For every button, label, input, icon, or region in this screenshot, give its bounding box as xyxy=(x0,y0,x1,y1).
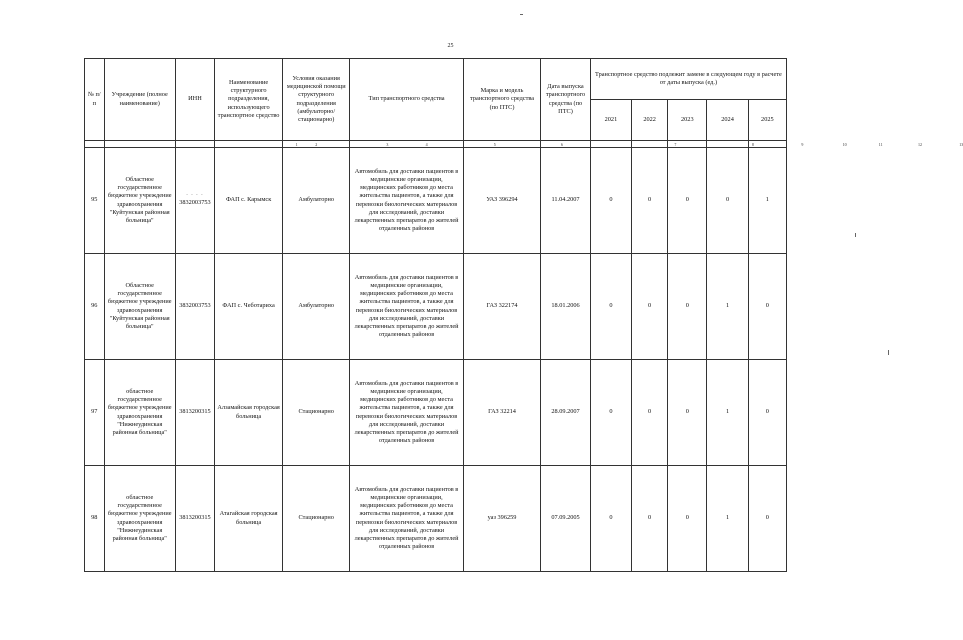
column-number: 5 xyxy=(283,141,350,148)
column-number: 11 xyxy=(668,141,707,148)
header-brand-model: Марка и модель транспортного средства (по ПТС) xyxy=(463,59,540,141)
cell-inn: 3832003753 xyxy=(175,254,214,360)
cell-2024: 1 xyxy=(707,466,748,572)
cell-conditions: Амбулаторно xyxy=(283,254,350,360)
cell-vehicle-type: Автомобиль для доставки пациентов в медицинские организации, медицинских работников до места жительства пациентов, а также для перевозки биологических материалов для исследований, доставки лекарственных препаратов до жителей отдаленных районов xyxy=(350,466,464,572)
cell-num: 98 xyxy=(85,466,105,572)
table-row xyxy=(85,466,787,572)
vehicle-replacement-table xyxy=(84,58,963,572)
header-conditions: Условия оказания медицинской помощи структурного подразделения (амбулаторно/ стационарно) xyxy=(283,59,350,141)
column-number: 1 xyxy=(85,141,105,148)
cell-release-date: 18.01.2006 xyxy=(541,254,591,360)
cell-num: 96 xyxy=(85,254,105,360)
header-year-2022: 2022 xyxy=(632,100,668,141)
cell-brand-model: ГАЗ 32214 xyxy=(463,360,540,466)
cell-institution: областное государственное бюджетное учреждение здравоохранения "Нижнеудинская районная больница" xyxy=(104,360,175,466)
cell-2024: 0 xyxy=(707,148,748,254)
cell-inn: 3813200315 xyxy=(175,466,214,572)
header-year-2025: 2025 xyxy=(748,100,786,141)
cell-inn-value: 3832003753 xyxy=(179,199,211,207)
column-number: 13 xyxy=(748,141,786,148)
cell-2021: 0 xyxy=(590,254,631,360)
cell-conditions: Стационарно xyxy=(283,360,350,466)
cell-conditions: Амбулаторно xyxy=(283,148,350,254)
cell-inn xyxy=(175,148,214,254)
scan-mark xyxy=(520,14,523,15)
cell-conditions: Стационарно xyxy=(283,466,350,572)
cell-2024: 1 xyxy=(707,360,748,466)
column-number: 10 xyxy=(632,141,668,148)
cell-brand-model: УАЗ 396294 xyxy=(463,148,540,254)
cell-institution: Областное государственное бюджетное учреждение здравоохранения "Куйтунская районная больница" xyxy=(104,148,175,254)
scan-mark xyxy=(855,233,856,237)
cell-release-date: 28.09.2007 xyxy=(541,360,591,466)
cell-subdivision: Атагайская городская больница xyxy=(215,466,283,572)
cell-num: 95 xyxy=(85,148,105,254)
header-release-date: Дата выпуска транспортного средства (по ПТС) xyxy=(541,59,591,141)
cell-2024: 1 xyxy=(707,254,748,360)
cell-2021: 0 xyxy=(590,466,631,572)
cell-2025: 1 xyxy=(748,148,786,254)
cell-2023: 0 xyxy=(668,148,707,254)
cell-2021: 0 xyxy=(590,360,631,466)
cell-2022: 0 xyxy=(632,148,668,254)
header-year-2024: 2024 xyxy=(707,100,748,141)
cell-2025: 0 xyxy=(748,466,786,572)
page-number: 25 xyxy=(447,43,454,49)
cell-vehicle-type: Автомобиль для доставки пациентов в медицинские организации, медицинских работников до места жительства пациентов, а также для перевозки биологических материалов для исследований, доставки лекарственных препаратов до жителей отдаленных районов xyxy=(350,148,464,254)
header-replacement-group: Транспортное средство подлежит замене в следующем году в расчете от даты выпуска (ед.) xyxy=(590,59,786,100)
cell-2023: 0 xyxy=(668,254,707,360)
cell-brand-model: уаз 396259 xyxy=(463,466,540,572)
cell-institution: Областное государственное бюджетное учреждение здравоохранения "Куйтунская районная больница" xyxy=(104,254,175,360)
header-institution: Учреждение (полное наименование) xyxy=(104,59,175,141)
cell-vehicle-type: Автомобиль для доставки пациентов в медицинские организации, медицинских работников до места жительства пациентов, а также для перевозки биологических материалов для исследований, доставки лекарственных препаратов до жителей отдаленных районов xyxy=(350,360,464,466)
header-num: № п/п xyxy=(85,59,105,141)
cell-inn: 3813200315 xyxy=(175,360,214,466)
cell-subdivision: ФАП с. Чеботариха xyxy=(215,254,283,360)
cell-release-date: 07.09.2005 xyxy=(541,466,591,572)
header-year-2023: 2023 xyxy=(668,100,707,141)
cell-num: 97 xyxy=(85,360,105,466)
column-number: 3 xyxy=(175,141,214,148)
table-row xyxy=(85,254,787,360)
smudge-mark: - - - - xyxy=(186,193,204,199)
cell-release-date: 11.04.2007 xyxy=(541,148,591,254)
cell-2022: 0 xyxy=(632,360,668,466)
column-number: 7 xyxy=(463,141,540,148)
cell-2022: 0 xyxy=(632,466,668,572)
column-number: 2 xyxy=(104,141,175,148)
cell-institution: областное государственное бюджетное учреждение здравоохранения "Нижнеудинская районная больница" xyxy=(104,466,175,572)
cell-subdivision: Алзамайская городская больница xyxy=(215,360,283,466)
column-number-row xyxy=(85,141,787,148)
header-subdivision: Наименование структурного подразделения, использующего транспортное средство xyxy=(215,59,283,141)
header-vehicle-type: Тип транспортного средства xyxy=(350,59,464,141)
column-number: 4 xyxy=(215,141,283,148)
column-number: 12 xyxy=(707,141,748,148)
cell-2023: 0 xyxy=(668,466,707,572)
cell-2021: 0 xyxy=(590,148,631,254)
table-row xyxy=(85,360,787,466)
header-year-2021: 2021 xyxy=(590,100,631,141)
scan-mark xyxy=(888,350,889,355)
cell-brand-model: ГАЗ 322174 xyxy=(463,254,540,360)
cell-subdivision: ФАП с. Карымск xyxy=(215,148,283,254)
cell-2025: 0 xyxy=(748,360,786,466)
column-number: 8 xyxy=(541,141,591,148)
header-inn: ИНН xyxy=(175,59,214,141)
cell-2023: 0 xyxy=(668,360,707,466)
cell-2022: 0 xyxy=(632,254,668,360)
column-number: 6 xyxy=(350,141,464,148)
cell-2025: 0 xyxy=(748,254,786,360)
table-row xyxy=(85,148,787,254)
cell-vehicle-type: Автомобиль для доставки пациентов в медицинские организации, медицинских работников до места жительства пациентов, а также для перевозки биологических материалов для исследований, доставки лекарственных препаратов до жителей отдаленных районов xyxy=(350,254,464,360)
column-number: 9 xyxy=(590,141,631,148)
